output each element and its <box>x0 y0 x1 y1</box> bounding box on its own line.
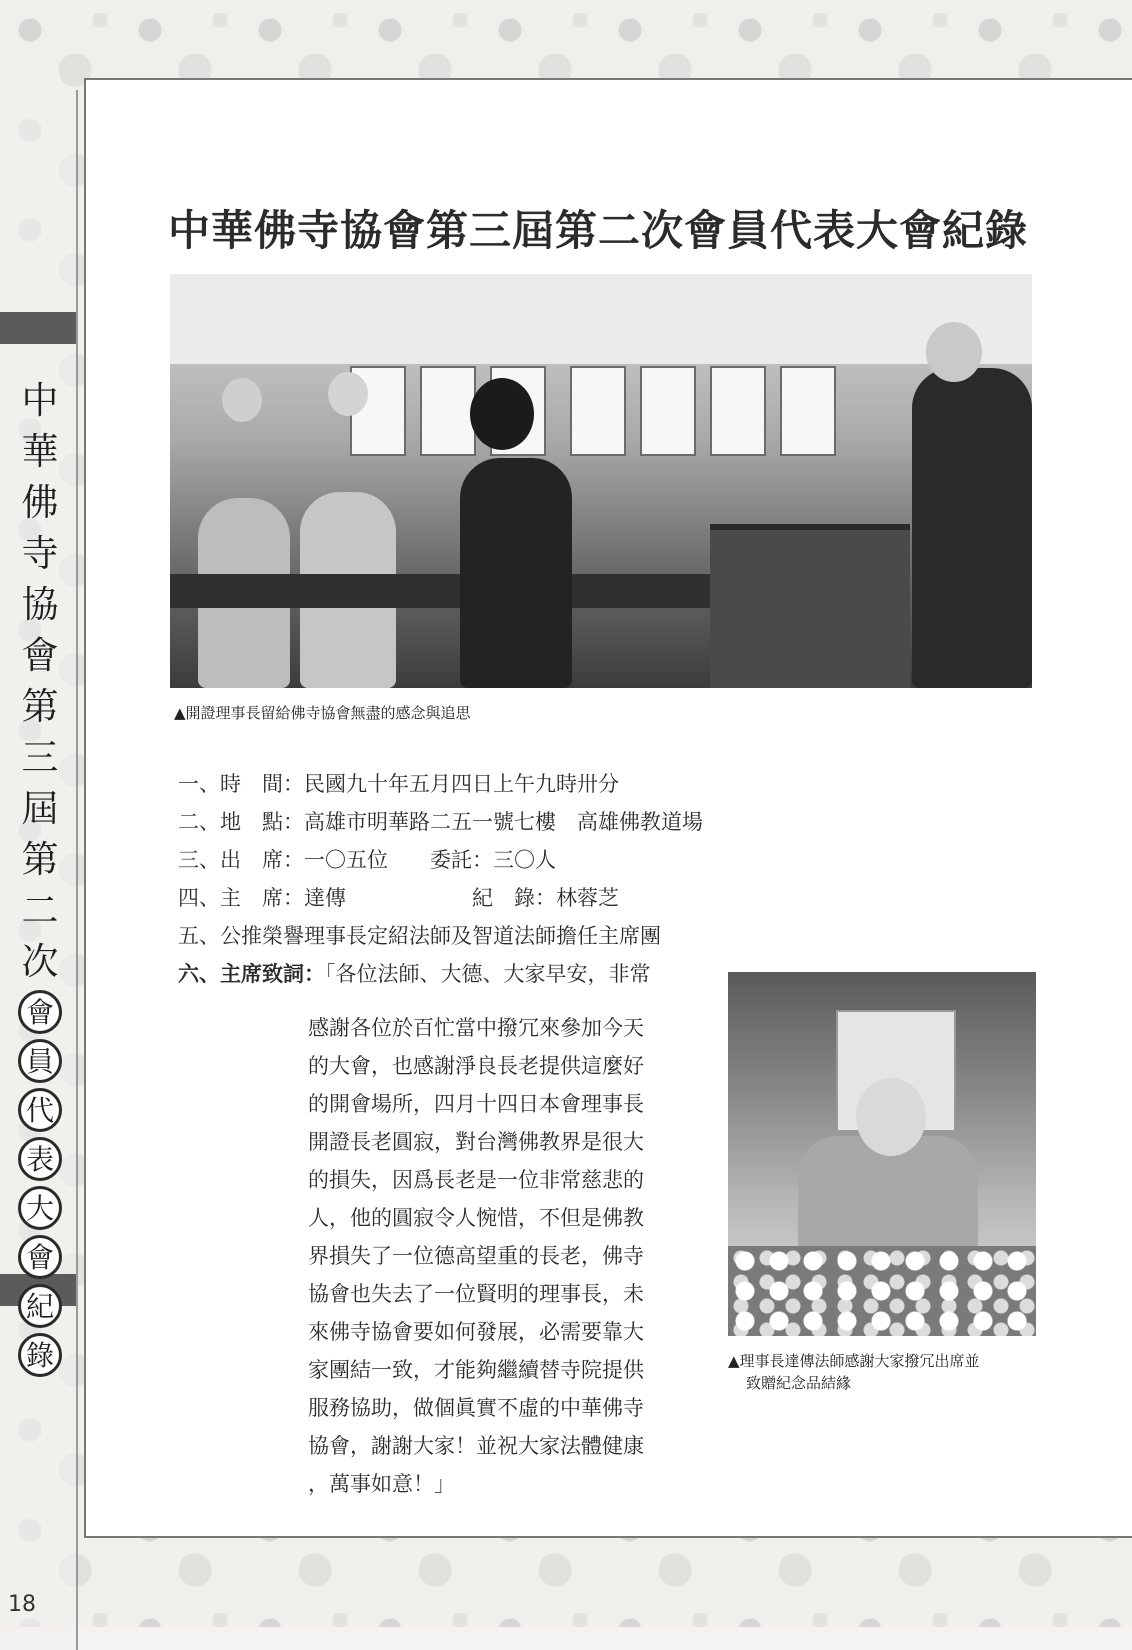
page-number: 18 <box>8 1592 36 1617</box>
speech-first-line: 「各位法師、大德、大家早安，非常 <box>325 962 651 986</box>
photo2-caption-line2: 致贈紀念品結緣 <box>746 1374 852 1392</box>
meeting-photo <box>170 274 1032 688</box>
photo-head <box>856 1078 926 1156</box>
side-title-circled-char: 大 <box>18 1186 62 1230</box>
photo-speaker <box>912 368 1032 688</box>
speech-line: 服務協助，做個眞實不虛的中華佛寺 <box>308 1396 644 1420</box>
speech-line: 的損失，因爲長老是一位非常慈悲的 <box>308 1168 644 1192</box>
photo-flowers <box>728 1246 1036 1336</box>
photo-head <box>222 378 262 422</box>
side-title-circled-char: 會 <box>18 990 62 1034</box>
info-attendance: 三、出 席：一〇五位 委託：三〇人 <box>178 848 556 872</box>
photo-podium <box>710 524 910 688</box>
photo-head <box>328 372 368 416</box>
speech-label: 六、主席致詞： <box>178 961 325 986</box>
side-title-circled-char: 會 <box>18 1235 62 1279</box>
speech-line: 感謝各位於百忙當中撥冗來參加今天 <box>308 1016 644 1040</box>
page-title: 中華佛寺協會第三屆第二次會員代表大會紀錄 <box>168 206 1029 255</box>
photo-window <box>640 366 696 456</box>
speech-line: 來佛寺協會要如何發展，必需要靠大 <box>308 1320 644 1344</box>
side-title-circled-char: 紀 <box>18 1284 62 1328</box>
side-title-char: 第 <box>21 685 59 728</box>
speech-line: ，萬事如意！」 <box>308 1472 455 1496</box>
photo-head <box>470 378 534 450</box>
info-presidium: 五、公推榮譽理事長定紹法師及智道法師擔任主席團 <box>178 924 661 948</box>
photo-ceiling <box>170 274 1032 364</box>
side-title-circled-char: 代 <box>18 1088 62 1132</box>
info-time: 一、時 間：民國九十年五月四日上午九時卅分 <box>178 772 619 796</box>
speech-line: 協會，謝謝大家！並祝大家法體健康 <box>308 1434 644 1458</box>
photo-desk <box>170 574 730 608</box>
meeting-info <box>178 765 703 993</box>
info-place: 二、地 點：高雄市明華路二五一號七樓 高雄佛教道場 <box>178 810 703 834</box>
speech-line: 的開會場所，四月十四日本會理事長 <box>308 1092 644 1116</box>
side-title-circled-char: 表 <box>18 1137 62 1181</box>
side-title-char: 佛 <box>21 481 59 524</box>
speech-body <box>308 1009 708 1503</box>
side-title-char: 第 <box>21 838 59 881</box>
side-bar-top <box>0 312 76 344</box>
speech-line: 協會也失去了一位賢明的理事長，未 <box>308 1282 644 1306</box>
side-title-char: 次 <box>21 940 59 983</box>
photo-woman <box>460 458 572 688</box>
photo-window <box>710 366 766 456</box>
side-vertical-title <box>12 378 68 1382</box>
side-title-char: 協 <box>21 583 59 626</box>
side-title-char: 二 <box>21 889 59 932</box>
photo-window <box>570 366 626 456</box>
side-title-char: 中 <box>21 379 59 422</box>
info-chair: 四、主 席：達傳 紀 錄：林蓉芝 <box>178 886 619 910</box>
side-title-char: 華 <box>21 430 59 473</box>
photo2-caption-line1: ▲理事長達傳法師感謝大家撥冗出席並 <box>728 1352 980 1370</box>
side-title-char: 三 <box>21 736 59 779</box>
speech-line: 家團結一致，才能夠繼續替寺院提供 <box>308 1358 644 1382</box>
side-title-circled-char: 錄 <box>18 1333 62 1377</box>
speech-line: 界損失了一位德高望重的長老，佛寺 <box>308 1244 644 1268</box>
side-title-circled-char: 員 <box>18 1039 62 1083</box>
side-title-char: 屆 <box>21 787 59 830</box>
side-title-char: 寺 <box>21 532 59 575</box>
speech-line: 人，他的圓寂令人惋惜，不但是佛教 <box>308 1206 644 1230</box>
photo1-caption: ▲開證理事長留給佛寺協會無盡的感念與追思 <box>174 704 471 722</box>
photo2-caption <box>728 1350 1038 1394</box>
info-speech-head <box>178 955 703 993</box>
photo-window <box>420 366 476 456</box>
photo-head <box>926 322 982 382</box>
side-title-char: 會 <box>21 634 59 677</box>
photo-window <box>780 366 836 456</box>
speech-line: 開證長老圓寂，對台灣佛教界是很大 <box>308 1130 644 1154</box>
chairman-photo <box>728 972 1036 1336</box>
speech-line: 的大會，也感謝淨良長老提供這麼好 <box>308 1054 644 1078</box>
